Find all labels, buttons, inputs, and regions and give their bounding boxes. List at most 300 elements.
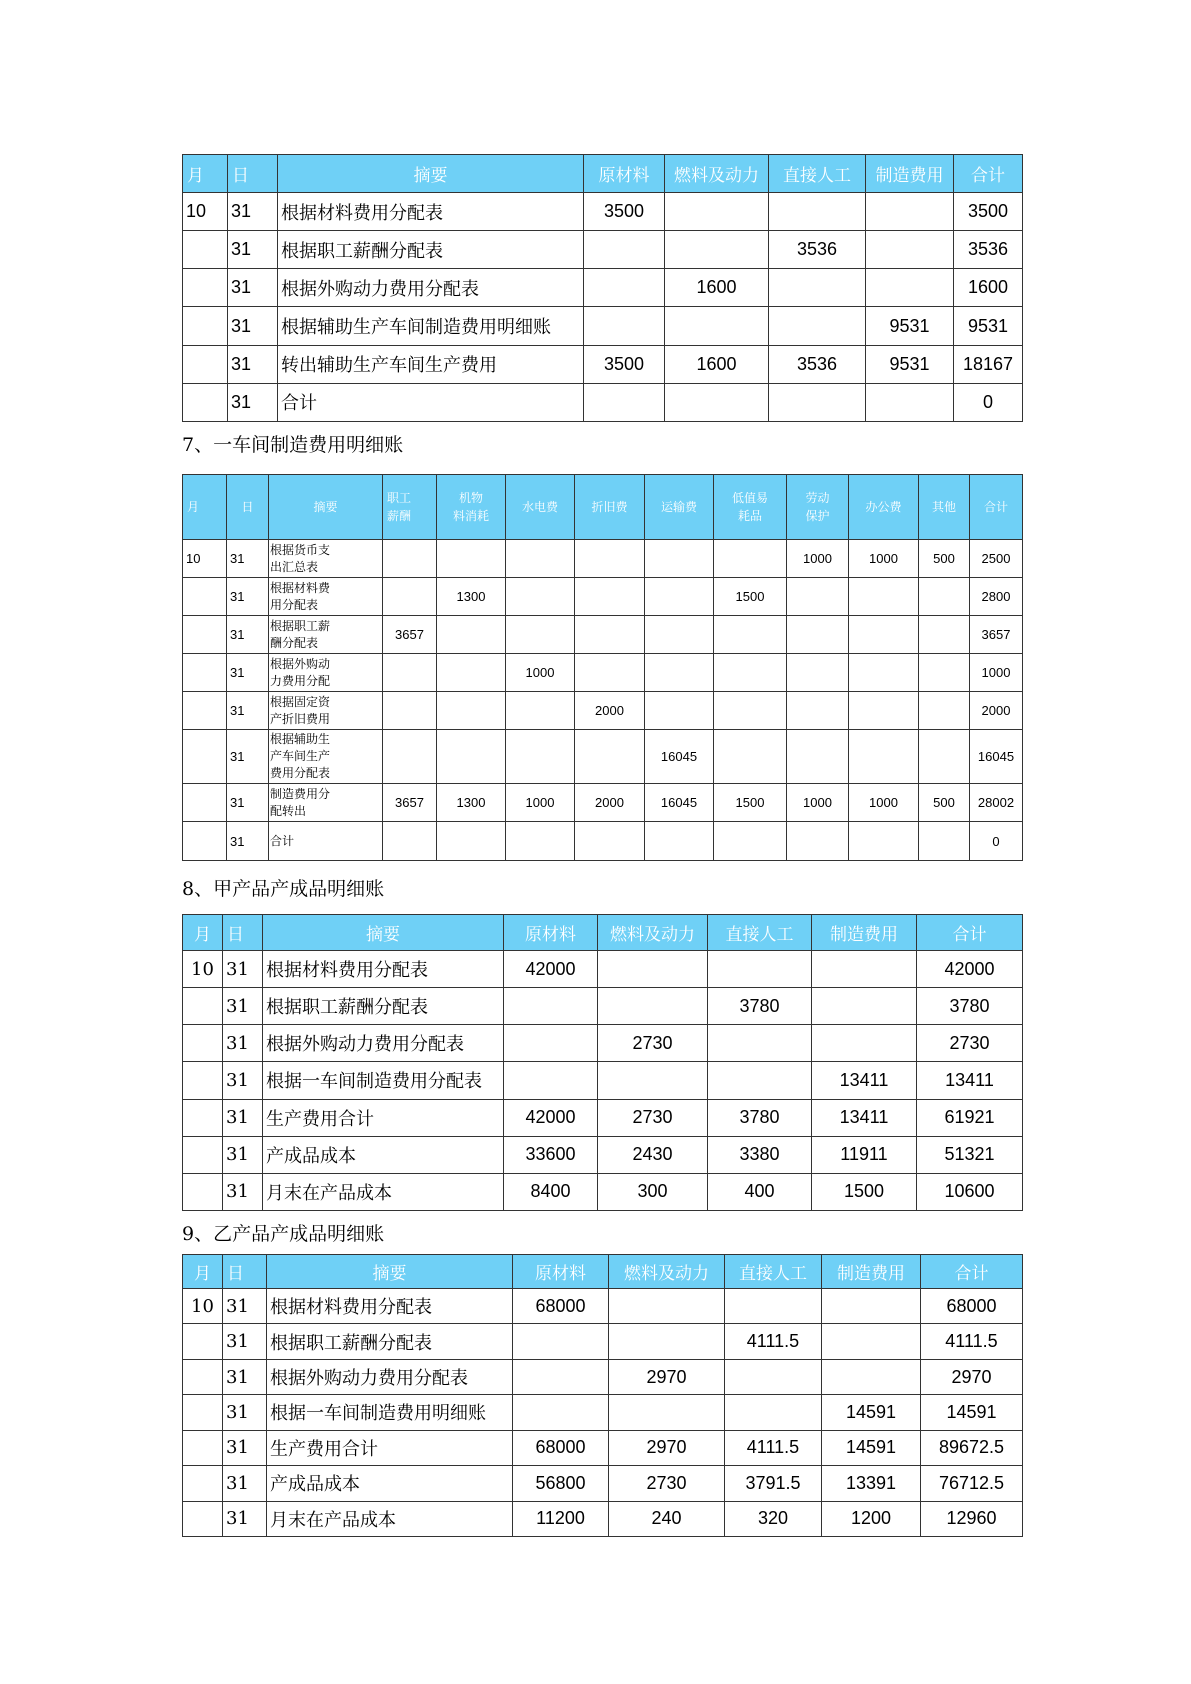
table-cell: 1000 [506, 654, 575, 692]
table-cell [714, 822, 787, 861]
table-cell: 8400 [504, 1173, 598, 1210]
table-cell: 2730 [598, 1025, 708, 1062]
table-cell [725, 1359, 822, 1394]
table-cell [513, 1359, 609, 1394]
table-cell [822, 1289, 921, 1324]
table-cell [609, 1289, 725, 1324]
table-cell: 根据外购动力费用分配表 [267, 1359, 513, 1394]
table-cell: 400 [708, 1173, 812, 1210]
table-cell: 68000 [921, 1289, 1023, 1324]
header-row [183, 915, 1023, 951]
table-cell [183, 345, 228, 383]
table-cell [787, 692, 849, 730]
table-cell: 16045 [645, 784, 714, 822]
table-cell [919, 616, 970, 654]
header-cell: 日 [228, 155, 278, 193]
table-cell: 合计 [269, 822, 383, 861]
table-cell [183, 1395, 223, 1430]
header-cell: 运输费 [645, 475, 714, 540]
table-row [183, 231, 1023, 269]
table-cell [383, 578, 437, 616]
table-row [183, 1099, 1023, 1136]
table-cell [598, 1062, 708, 1099]
header-cell: 日 [227, 475, 269, 540]
table-cell [725, 1289, 822, 1324]
table-cell: 3536 [769, 345, 866, 383]
table-cell [183, 1099, 223, 1136]
table-cell: 月末在产品成本 [263, 1173, 504, 1210]
table-cell: 31 [223, 1359, 267, 1394]
table-cell [665, 307, 769, 345]
table-cell: 31 [223, 1466, 267, 1501]
header-cell: 月 [183, 155, 228, 193]
table-row [183, 1395, 1023, 1430]
table-cell: 根据货币支 出汇总表 [269, 540, 383, 578]
table-cell [645, 692, 714, 730]
table-cell: 13391 [822, 1466, 921, 1501]
table-cell [584, 307, 665, 345]
table-cell: 转出辅助生产车间生产费用 [278, 345, 584, 383]
table-cell: 1000 [787, 540, 849, 578]
header-cell: 月 [183, 1255, 223, 1289]
table-cell [183, 1025, 223, 1062]
table-cell: 68000 [513, 1430, 609, 1465]
table-cell: 31 [223, 988, 263, 1025]
table-cell [665, 231, 769, 269]
table-cell: 2500 [970, 540, 1023, 578]
table-cell [183, 822, 227, 861]
table-row [183, 540, 1023, 578]
table-cell [183, 578, 227, 616]
table-cell: 3791.5 [725, 1466, 822, 1501]
table-cell: 2000 [575, 692, 645, 730]
table-row [183, 616, 1023, 654]
table-cell [769, 269, 866, 307]
table-cell [504, 988, 598, 1025]
table-cell: 31 [228, 383, 278, 421]
table-cell [183, 307, 228, 345]
table-cell [575, 730, 645, 784]
header-cell: 合计 [917, 915, 1023, 951]
table-cell: 240 [609, 1501, 725, 1536]
table-cell [787, 822, 849, 861]
table-cell: 31 [228, 231, 278, 269]
table-cell [866, 269, 954, 307]
table-cell: 根据职工薪酬分配表 [267, 1324, 513, 1359]
table-cell: 根据一车间制造费用分配表 [263, 1062, 504, 1099]
table-cell [183, 616, 227, 654]
table-cell [513, 1395, 609, 1430]
table-cell: 16045 [970, 730, 1023, 784]
table-row [183, 951, 1023, 988]
header-cell: 折旧费 [575, 475, 645, 540]
table-row [183, 822, 1023, 861]
table-cell: 500 [919, 540, 970, 578]
table-row [183, 383, 1023, 421]
table-cell [183, 1466, 223, 1501]
table-cell: 产成品成本 [267, 1466, 513, 1501]
table-cell: 31 [223, 1430, 267, 1465]
table-row [183, 1289, 1023, 1324]
table-cell: 31 [223, 1136, 263, 1173]
table-cell: 1500 [714, 578, 787, 616]
table-cell: 3657 [383, 616, 437, 654]
table-cell: 1000 [970, 654, 1023, 692]
table-cell: 2800 [970, 578, 1023, 616]
table-cell [437, 822, 506, 861]
table-cell: 合计 [278, 383, 584, 421]
table-cell: 2730 [609, 1466, 725, 1501]
table-cell: 89672.5 [921, 1430, 1023, 1465]
table-cell [506, 616, 575, 654]
table-row [183, 193, 1023, 231]
table-cell: 3380 [708, 1136, 812, 1173]
table-cell: 3500 [584, 345, 665, 383]
table-cell: 3536 [954, 231, 1023, 269]
table-cell: 1200 [822, 1501, 921, 1536]
table-cell: 10600 [917, 1173, 1023, 1210]
table-cell [584, 231, 665, 269]
table-cell [183, 1501, 223, 1536]
table-cell [822, 1324, 921, 1359]
table-cell: 2000 [970, 692, 1023, 730]
table-cell [383, 730, 437, 784]
table-row [183, 784, 1023, 822]
table-cell: 13411 [812, 1062, 917, 1099]
header-cell: 制造费用 [812, 915, 917, 951]
table-cell [383, 540, 437, 578]
table-cell [598, 988, 708, 1025]
table-cell [506, 692, 575, 730]
header-cell: 原材料 [584, 155, 665, 193]
header-cell: 制造费用 [822, 1255, 921, 1289]
table-cell: 1300 [437, 784, 506, 822]
header-cell: 原材料 [504, 915, 598, 951]
table-row [183, 692, 1023, 730]
table-cell: 300 [598, 1173, 708, 1210]
table-cell: 18167 [954, 345, 1023, 383]
table-cell [437, 540, 506, 578]
table-cell [506, 822, 575, 861]
table-cell [919, 578, 970, 616]
table-cell: 3500 [954, 193, 1023, 231]
table-cell: 9531 [954, 307, 1023, 345]
table-cell: 3657 [970, 616, 1023, 654]
table-row [183, 1025, 1023, 1062]
table-cell: 76712.5 [921, 1466, 1023, 1501]
header-cell: 低值易 耗品 [714, 475, 787, 540]
table-cell: 根据材料费用分配表 [278, 193, 584, 231]
table-cell [787, 730, 849, 784]
table-cell [714, 692, 787, 730]
table-cell [183, 692, 227, 730]
table-cell: 11200 [513, 1501, 609, 1536]
table-cell: 3780 [708, 1099, 812, 1136]
table-cell [919, 654, 970, 692]
table-row [183, 578, 1023, 616]
table-row [183, 1501, 1023, 1536]
table-cell: 根据职工薪酬分配表 [263, 988, 504, 1025]
table-cell: 根据材料费用分配表 [263, 951, 504, 988]
table-cell: 2430 [598, 1136, 708, 1173]
table-cell: 10 [183, 193, 228, 231]
table-cell: 根据职工薪酬分配表 [278, 231, 584, 269]
table-cell [919, 692, 970, 730]
table-cell [506, 578, 575, 616]
table-cell: 9531 [866, 345, 954, 383]
table-cell: 4111.5 [725, 1430, 822, 1465]
table-cell [645, 822, 714, 861]
table-cell: 31 [228, 345, 278, 383]
table-cell: 2730 [917, 1025, 1023, 1062]
header-cell: 直接人工 [769, 155, 866, 193]
table-cell: 31 [227, 730, 269, 784]
table-row [183, 1173, 1023, 1210]
table-cell [609, 1324, 725, 1359]
table-cell: 31 [223, 1395, 267, 1430]
table-cell: 31 [228, 269, 278, 307]
table-cell: 3657 [383, 784, 437, 822]
table-cell: 1600 [665, 269, 769, 307]
table-cell [708, 1062, 812, 1099]
table-cell: 13411 [917, 1062, 1023, 1099]
product-a-table [182, 914, 1023, 1211]
table-cell: 31 [227, 616, 269, 654]
table-cell [183, 1430, 223, 1465]
header-cell: 制造费用 [866, 155, 954, 193]
table-cell [506, 540, 575, 578]
table-cell: 1500 [812, 1173, 917, 1210]
table-cell: 61921 [917, 1099, 1023, 1136]
table-cell: 10 [183, 1289, 223, 1324]
table-cell [787, 654, 849, 692]
table-cell [645, 578, 714, 616]
table-cell: 根据外购动力费用分配表 [263, 1025, 504, 1062]
table-cell: 1600 [665, 345, 769, 383]
table-cell: 2970 [609, 1359, 725, 1394]
table-cell [919, 730, 970, 784]
table-cell: 11911 [812, 1136, 917, 1173]
table-cell [183, 1173, 223, 1210]
header-cell: 劳动 保护 [787, 475, 849, 540]
table-cell: 13411 [812, 1099, 917, 1136]
section-title: 7、一车间制造费用明细账 [182, 434, 404, 456]
table-row [183, 1466, 1023, 1501]
table-cell: 3536 [769, 231, 866, 269]
table-row [183, 345, 1023, 383]
header-cell: 直接人工 [725, 1255, 822, 1289]
table-cell: 2970 [609, 1430, 725, 1465]
table-cell: 1500 [714, 784, 787, 822]
table-cell [437, 692, 506, 730]
table-cell: 31 [223, 1025, 263, 1062]
table-cell [437, 616, 506, 654]
table-cell [822, 1359, 921, 1394]
table-cell: 14591 [822, 1430, 921, 1465]
table-cell [769, 193, 866, 231]
table-cell [645, 616, 714, 654]
header-cell: 摘要 [263, 915, 504, 951]
table-cell [665, 193, 769, 231]
table-cell: 制造费用分 配转出 [269, 784, 383, 822]
table-cell [849, 692, 919, 730]
table-cell: 产成品成本 [263, 1136, 504, 1173]
table-cell: 3500 [584, 193, 665, 231]
table-cell: 31 [223, 1324, 267, 1359]
table-cell [183, 231, 228, 269]
table-cell [849, 616, 919, 654]
header-cell: 日 [223, 1255, 267, 1289]
table-cell: 28002 [970, 784, 1023, 822]
table-cell: 2730 [598, 1099, 708, 1136]
table-cell [725, 1395, 822, 1430]
table-cell: 1600 [954, 269, 1023, 307]
table-cell [708, 951, 812, 988]
header-cell: 合计 [954, 155, 1023, 193]
table-cell: 31 [227, 692, 269, 730]
table-cell: 16045 [645, 730, 714, 784]
table-cell: 1000 [787, 784, 849, 822]
table-cell [183, 730, 227, 784]
table-cell [812, 951, 917, 988]
table-cell: 2000 [575, 784, 645, 822]
table-cell: 31 [223, 1062, 263, 1099]
table-cell [183, 1324, 223, 1359]
table-cell: 51321 [917, 1136, 1023, 1173]
table-cell [866, 383, 954, 421]
table-cell: 31 [223, 1099, 263, 1136]
header-cell: 其他 [919, 475, 970, 540]
table-cell [383, 692, 437, 730]
table-cell [183, 383, 228, 421]
table-cell [645, 540, 714, 578]
table-cell [584, 269, 665, 307]
table-cell: 3780 [917, 988, 1023, 1025]
table-cell: 根据辅助生 产车间生产 费用分配表 [269, 730, 383, 784]
table-cell: 31 [227, 540, 269, 578]
table-cell [598, 951, 708, 988]
table-cell [183, 269, 228, 307]
table-cell: 31 [227, 654, 269, 692]
table-cell [787, 578, 849, 616]
table-cell: 4111.5 [725, 1324, 822, 1359]
table-row [183, 307, 1023, 345]
table-cell [609, 1395, 725, 1430]
table-cell [849, 822, 919, 861]
table-cell: 31 [228, 193, 278, 231]
table-cell: 根据外购动力费用分配表 [278, 269, 584, 307]
table-cell: 月末在产品成本 [267, 1501, 513, 1536]
product-b-table [182, 1254, 1023, 1537]
table-cell: 31 [228, 307, 278, 345]
table-cell: 根据材料费 用分配表 [269, 578, 383, 616]
table-cell [513, 1324, 609, 1359]
header-cell: 燃料及动力 [609, 1255, 725, 1289]
table-cell: 生产费用合计 [263, 1099, 504, 1136]
table-cell: 42000 [504, 1099, 598, 1136]
table-cell [584, 383, 665, 421]
header-cell: 摘要 [278, 155, 584, 193]
table-cell [183, 1136, 223, 1173]
header-cell: 月 [183, 915, 223, 951]
header-row [183, 1255, 1023, 1289]
table-cell: 33600 [504, 1136, 598, 1173]
table-row [183, 730, 1023, 784]
table-cell [714, 616, 787, 654]
table-cell: 根据一车间制造费用明细账 [267, 1395, 513, 1430]
table-cell [383, 822, 437, 861]
table-cell [183, 988, 223, 1025]
table-row [183, 654, 1023, 692]
table-cell: 10 [183, 951, 223, 988]
table-cell [183, 784, 227, 822]
table-cell [866, 231, 954, 269]
table-cell: 0 [954, 383, 1023, 421]
table-cell [183, 1359, 223, 1394]
header-cell: 办公费 [849, 475, 919, 540]
table-cell: 根据固定资 产折旧费用 [269, 692, 383, 730]
table-cell [575, 540, 645, 578]
table-cell [504, 1062, 598, 1099]
table-row [183, 988, 1023, 1025]
table-cell [665, 383, 769, 421]
table-cell [812, 1025, 917, 1062]
table-row [183, 1062, 1023, 1099]
section-title: 8、甲产品产成品明细账 [182, 878, 385, 900]
table-cell [504, 1025, 598, 1062]
table-cell [919, 822, 970, 861]
table-cell [575, 654, 645, 692]
header-cell: 水电费 [506, 475, 575, 540]
production-cost-table-6 [182, 154, 1023, 422]
table-cell [787, 616, 849, 654]
table-cell: 56800 [513, 1466, 609, 1501]
table-cell [506, 730, 575, 784]
header-row [183, 475, 1023, 540]
table-cell [866, 193, 954, 231]
header-cell: 摘要 [269, 475, 383, 540]
table-cell: 320 [725, 1501, 822, 1536]
table-cell: 31 [223, 1289, 267, 1324]
table-cell: 31 [223, 951, 263, 988]
table-cell [575, 616, 645, 654]
table-cell: 10 [183, 540, 227, 578]
table-cell [714, 654, 787, 692]
table-cell: 根据辅助生产车间制造费用明细账 [278, 307, 584, 345]
table-cell: 生产费用合计 [267, 1430, 513, 1465]
table-cell [714, 730, 787, 784]
table-cell: 根据材料费用分配表 [267, 1289, 513, 1324]
table-cell: 31 [227, 784, 269, 822]
table-cell [383, 654, 437, 692]
header-cell: 直接人工 [708, 915, 812, 951]
section-title: 9、乙产品产成品明细账 [182, 1223, 385, 1245]
table-cell: 1000 [849, 540, 919, 578]
table-cell [769, 307, 866, 345]
header-cell: 合计 [921, 1255, 1023, 1289]
table-cell [437, 730, 506, 784]
table-cell: 14591 [822, 1395, 921, 1430]
header-cell: 燃料及动力 [598, 915, 708, 951]
table-row [183, 1136, 1023, 1173]
table-cell: 2970 [921, 1359, 1023, 1394]
table-row [183, 269, 1023, 307]
header-row [183, 155, 1023, 193]
table-cell [812, 988, 917, 1025]
table-cell: 3780 [708, 988, 812, 1025]
header-cell: 原材料 [513, 1255, 609, 1289]
table-cell [575, 578, 645, 616]
